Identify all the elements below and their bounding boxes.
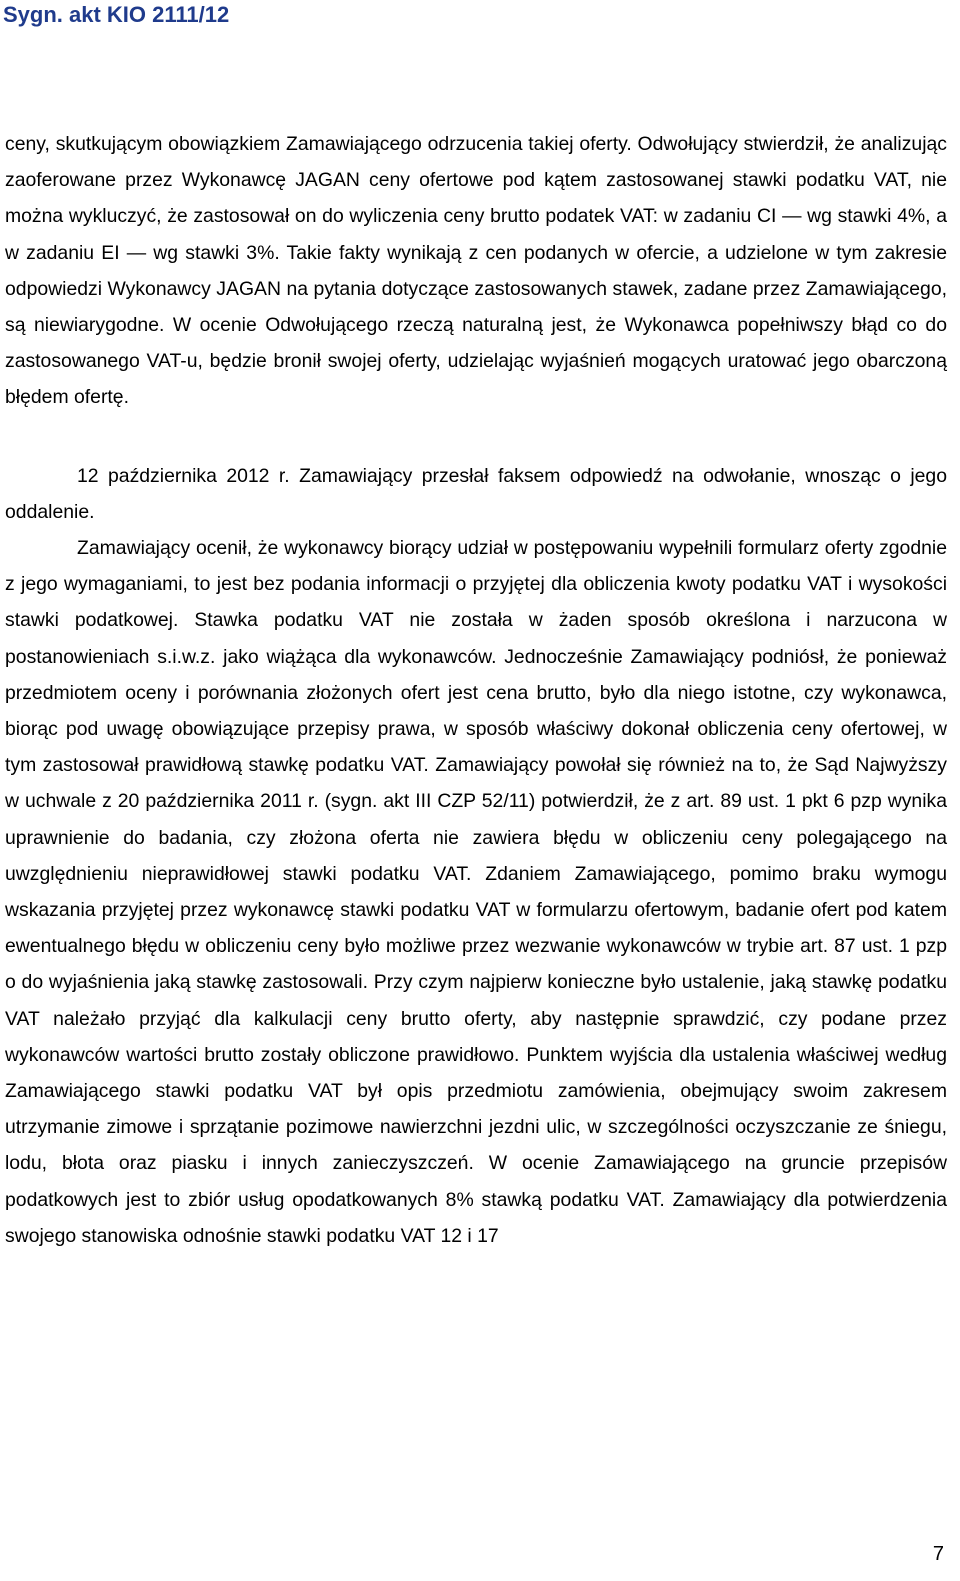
paragraph-response-date: 12 października 2012 r. Zamawiający przesłał faksem odpowiedź na odwołanie, wnosząc o jego oddalenie.: [5, 464, 947, 523]
page-number: 7: [932, 1543, 944, 1565]
case-reference-header: Sygn. akt KIO 2111/12: [3, 2, 230, 27]
document-body: [5, 126, 947, 1254]
paragraph-appellant-argument: ceny, skutkującym obowiązkiem Zamawiającego odrzucenia takiej oferty. Odwołujący stwierdził, że analizując zaoferowane przez Wykonawcę JAGAN ceny ofertowe pod kątem zastosowanej stawki podatku VAT, nie można wykluczyć, że zastosował on do wyliczenia ceny brutto podatek VAT: w zadaniu CI — wg stawki 4%, a w zadaniu EI — wg stawki 3%. Takie fakty wynikają z cen podanych w ofercie, a udzielone w tym zakresie odpowiedzi Wykonawcy JAGAN na pytania dotyczące zastosowanych stawek, zadane przez Zamawiającego, są niewiarygodne. W ocenie Odwołującego rzeczą naturalną jest, że Wykonawca popełniwszy błąd co do zastosowanego VAT-u, będzie bronił swojej oferty, udzielając wyjaśnień mogących uratować jego obarczoną błędem ofertę.: [5, 133, 947, 409]
paragraph-contracting-authority-position: Zamawiający ocenił, że wykonawcy biorący udział w postępowaniu wypełnili formularz oferty zgodnie z jego wymaganiami, to jest bez podania informacji o przyjętej dla obliczenia kwoty podatku VAT i wysokości stawki podatkowej. Stawka podatku VAT nie została w żaden sposób określona i narzucona w postanowieniach s.i.w.z. jako wiążąca dla wykonawców. Jednocześnie Zamawiający podniósł, że ponieważ przedmiotem oceny i porównania złożonych ofert jest cena brutto, było dla niego istotne, czy wykonawca, biorąc pod uwagę obowiązujące przepisy prawa, w sposób właściwy dokonał obliczenia ceny ofertowej, w tym zastosował prawidłową stawkę podatku VAT. Zamawiający powołał się również na to, że Sąd Najwyższy w uchwale z 20 października 2011 r. (sygn. akt III CZP 52/11) potwierdził, że z art. 89 ust. 1 pkt 6 pzp wynika uprawnienie do badania, czy złożona oferta nie zawiera błędu w obliczeniu ceny polegającego na uwzględnieniu nieprawidłowej stawki podatku VAT. Zdaniem Zamawiającego, pomimo braku wymogu wskazania przyjętej przez wykonawcę stawki podatku VAT w formularzu ofertowym, badanie ofert pod katem ewentualnego błędu w obliczeniu ceny było możliwe przez wezwanie wykonawców w trybie art. 87 ust. 1 pzp o do wyjaśnienia jaką stawkę zastosowali. Przy czym najpierw konieczne było ustalenie, jaką stawkę podatku VAT należało przyjąć dla kalkulacji ceny brutto oferty, aby następnie sprawdzić, czy podane przez wykonawców wartości brutto zostały obliczone prawidłowo. Punktem wyjścia dla ustalenia właściwej według Zamawiającego stawki podatku VAT był opis przedmiotu zamówienia, obejmujący swoim zakresem utrzymanie zimowe i sprzątanie pozimowe nawierzchni jezdni ulic, w szczególności oczyszczanie ze śniegu, lodu, błota oraz piasku i innych zanieczyszczeń. W ocenie Zamawiającego na gruncie przepisów podatkowych jest to zbiór usług opodatkowanych 8% stawką podatku VAT. Zamawiający dla potwierdzenia swojego stanowiska odnośnie stawki podatku VAT 12 i 17: [5, 537, 947, 1247]
